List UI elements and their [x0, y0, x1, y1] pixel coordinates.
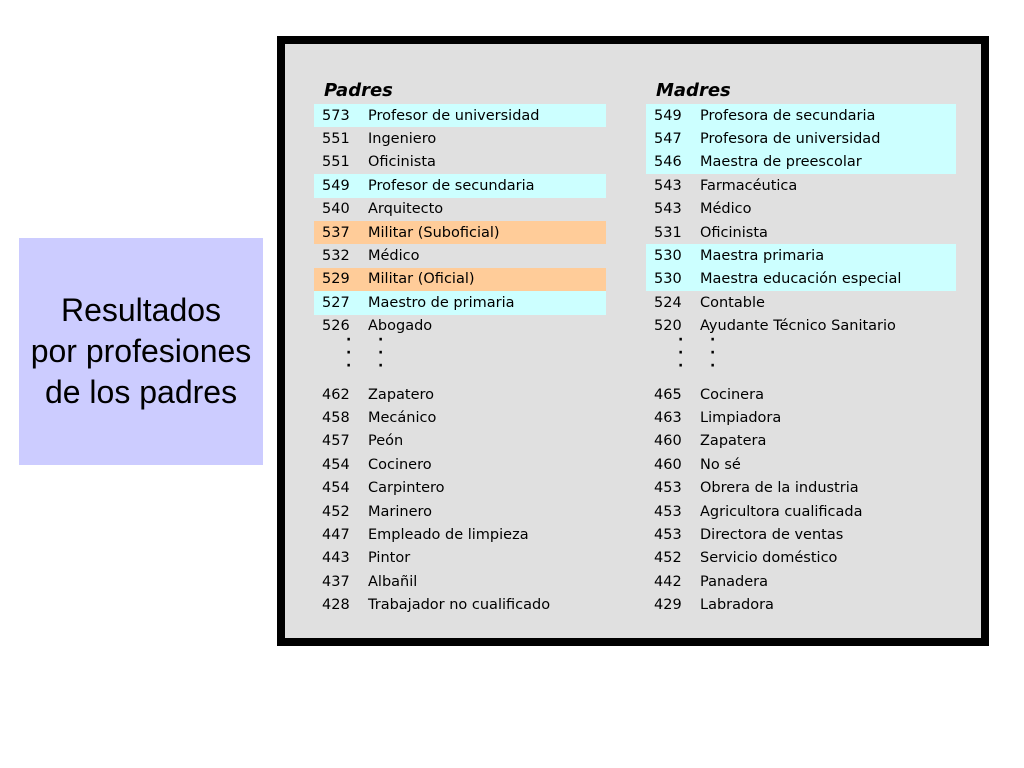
score-value: 573 — [322, 107, 350, 124]
score-value: 546 — [654, 154, 682, 171]
profession-label: Peón — [368, 433, 404, 450]
padres-ellipsis: · · · · · · — [346, 332, 384, 374]
list-item — [646, 406, 956, 429]
score-value: 543 — [654, 177, 682, 194]
profession-label: Marinero — [368, 503, 433, 520]
side-title-line-1: Resultados — [60, 292, 222, 328]
score-value: 458 — [322, 410, 350, 427]
list-item — [646, 268, 956, 291]
score-value: 530 — [654, 271, 682, 288]
list-item — [646, 477, 956, 500]
list-item — [646, 127, 956, 150]
score-value: 543 — [654, 201, 682, 218]
madres-top-list — [646, 104, 956, 338]
list-item — [314, 221, 606, 244]
score-value: 549 — [322, 177, 350, 194]
profession-label: Directora de ventas — [700, 527, 844, 544]
profession-label: Médico — [700, 201, 752, 218]
score-value: 462 — [322, 386, 350, 403]
score-value: 453 — [654, 527, 682, 544]
profession-label: Panadera — [700, 573, 769, 590]
profession-label: Pintor — [368, 550, 411, 567]
score-value: 526 — [322, 318, 350, 335]
list-item — [314, 244, 606, 267]
score-value: 551 — [322, 131, 350, 148]
list-item — [314, 151, 606, 174]
profession-label: Médico — [368, 248, 420, 265]
score-value: 531 — [654, 224, 682, 241]
score-value: 530 — [654, 248, 682, 265]
list-item — [646, 383, 956, 406]
profession-label: Cocinero — [368, 456, 432, 473]
profession-label: Ingeniero — [368, 131, 437, 148]
score-value: 454 — [322, 480, 350, 497]
score-value: 453 — [654, 503, 682, 520]
score-value: 454 — [322, 456, 350, 473]
padres-title: Padres — [324, 80, 393, 101]
profession-label: Ayudante Técnico Sanitario — [700, 318, 896, 335]
profession-label: Albañil — [368, 573, 418, 590]
profession-label: Oficinista — [700, 224, 768, 241]
list-item — [646, 500, 956, 523]
score-value: 460 — [654, 456, 682, 473]
list-item — [646, 570, 956, 593]
profession-label: Profesora de universidad — [700, 131, 881, 148]
madres-bottom-list — [646, 383, 956, 617]
score-value: 540 — [322, 201, 350, 218]
list-item — [314, 291, 606, 314]
profession-label: Profesora de secundaria — [700, 107, 876, 124]
list-item — [314, 570, 606, 593]
score-value: 532 — [322, 248, 350, 265]
score-value: 457 — [322, 433, 350, 450]
profession-label: Profesor de secundaria — [368, 177, 535, 194]
score-value: 520 — [654, 318, 682, 335]
list-item — [314, 453, 606, 476]
profession-label: Agricultora cualificada — [700, 503, 863, 520]
score-value: 529 — [322, 271, 350, 288]
score-value: 428 — [322, 597, 350, 614]
list-item — [314, 127, 606, 150]
list-item — [646, 430, 956, 453]
side-title-line-3: de los padres — [44, 374, 238, 410]
list-item — [646, 244, 956, 267]
profession-label: No sé — [700, 456, 741, 473]
list-item — [646, 523, 956, 546]
profession-label: Trabajador no cualificado — [368, 597, 551, 614]
profession-label: Maestra educación especial — [700, 271, 902, 288]
profession-label: Oficinista — [368, 154, 436, 171]
list-item — [646, 104, 956, 127]
profession-label: Militar (Suboficial) — [368, 224, 500, 241]
list-item — [646, 547, 956, 570]
profession-label: Arquitecto — [368, 201, 444, 218]
padres-top-list — [314, 104, 606, 338]
list-item — [646, 453, 956, 476]
list-item — [314, 523, 606, 546]
score-value: 547 — [654, 131, 682, 148]
profession-label: Servicio doméstico — [700, 550, 838, 567]
score-value: 452 — [654, 550, 682, 567]
padres-bottom-list — [314, 383, 606, 617]
list-item — [314, 594, 606, 617]
list-item — [314, 198, 606, 221]
score-value: 551 — [322, 154, 350, 171]
list-item — [646, 594, 956, 617]
list-item — [646, 198, 956, 221]
profession-label: Limpiadora — [700, 410, 782, 427]
list-item — [314, 174, 606, 197]
score-value: 463 — [654, 410, 682, 427]
score-value: 443 — [322, 550, 350, 567]
profession-label: Contable — [700, 294, 765, 311]
score-value: 453 — [654, 480, 682, 497]
madres-ellipsis: · · · · · · — [678, 332, 716, 374]
profession-label: Farmacéutica — [700, 177, 798, 194]
profession-label: Zapatera — [700, 433, 767, 450]
profession-label: Zapatero — [368, 386, 435, 403]
score-value: 429 — [654, 597, 682, 614]
score-value: 442 — [654, 573, 682, 590]
side-title-line-2: por profesiones — [30, 333, 252, 369]
profession-label: Mecánico — [368, 410, 437, 427]
profession-label: Maestra primaria — [700, 248, 825, 265]
score-value: 452 — [322, 503, 350, 520]
list-item — [314, 268, 606, 291]
list-item — [646, 221, 956, 244]
score-value: 460 — [654, 433, 682, 450]
score-value: 465 — [654, 386, 682, 403]
profession-label: Maestra de preescolar — [700, 154, 862, 171]
profession-label: Militar (Oficial) — [368, 271, 475, 288]
madres-title: Madres — [656, 80, 731, 101]
score-value: 537 — [322, 224, 350, 241]
profession-label: Abogado — [368, 318, 433, 335]
list-item — [314, 500, 606, 523]
results-panel — [277, 36, 989, 646]
list-item — [314, 406, 606, 429]
list-item — [314, 104, 606, 127]
profession-label: Labradora — [700, 597, 774, 614]
profession-label: Cocinera — [700, 386, 764, 403]
profession-label: Maestro de primaria — [368, 294, 515, 311]
list-item — [646, 174, 956, 197]
list-item — [646, 151, 956, 174]
list-item — [314, 430, 606, 453]
list-item — [314, 547, 606, 570]
score-value: 527 — [322, 294, 350, 311]
score-value: 437 — [322, 573, 350, 590]
profession-label: Profesor de universidad — [368, 107, 540, 124]
profession-label: Obrera de la industria — [700, 480, 859, 497]
score-value: 524 — [654, 294, 682, 311]
list-item — [314, 477, 606, 500]
profession-label: Carpintero — [368, 480, 445, 497]
list-item — [314, 383, 606, 406]
profession-label: Empleado de limpieza — [368, 527, 529, 544]
side-title-box — [19, 238, 263, 465]
list-item — [646, 291, 956, 314]
score-value: 549 — [654, 107, 682, 124]
score-value: 447 — [322, 527, 350, 544]
